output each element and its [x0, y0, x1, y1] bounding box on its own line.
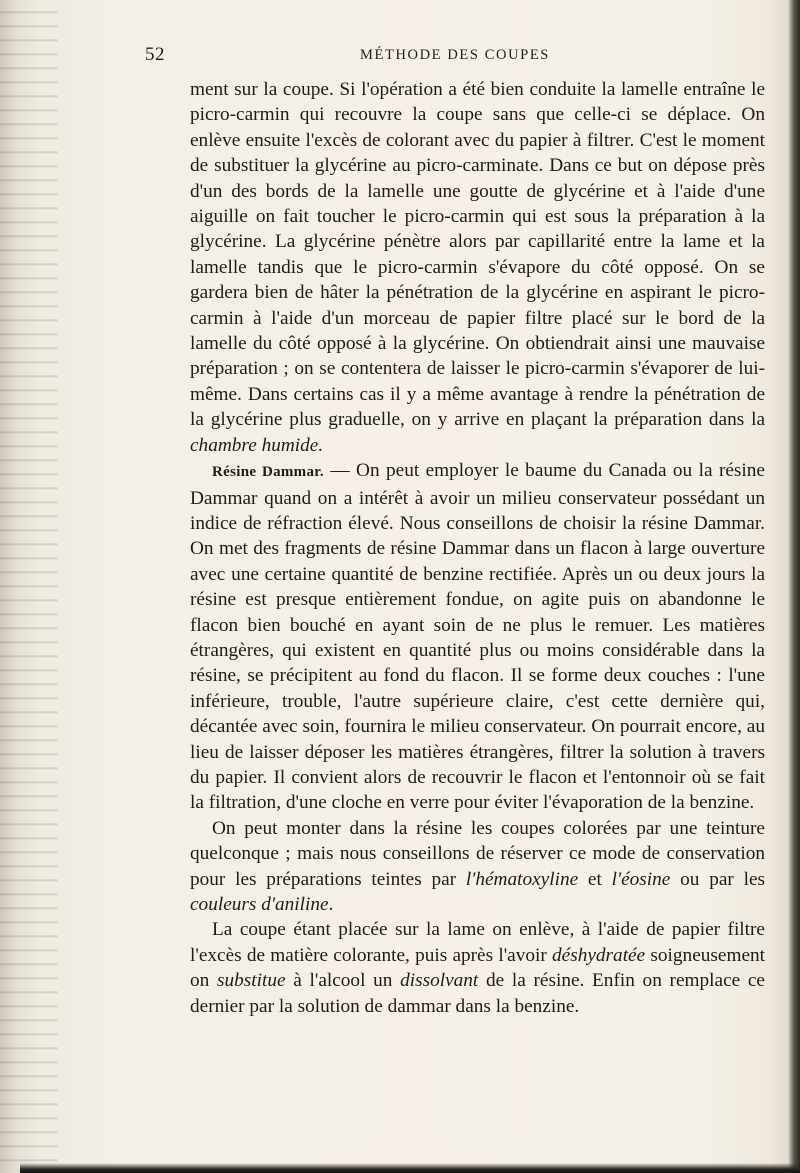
paragraph-4-text-c: à l'alcool un — [285, 970, 401, 992]
paragraph-3-text-a: On peut monter dans la résine les coupes colorées par une teinture quelconque ; mais nous conseillons de réserver ce mode de conservation pour les préparations teintes par — [190, 817, 765, 890]
paragraph-3 — [190, 816, 765, 918]
page-number: 52 — [145, 44, 165, 65]
paragraph-4 — [190, 917, 765, 1019]
paragraph-1-italic-term: chambre humide. — [190, 434, 324, 456]
section-heading-resine-dammar: Résine Dammar. — [212, 464, 324, 481]
page-header — [145, 44, 765, 72]
paragraph-4-italic-substitue: substitue — [216, 970, 286, 992]
paragraph-4-text-d: de la résine. Enfin on remplace ce dernier par la solution de dammar dans la benzine. — [190, 970, 765, 1017]
paragraph-3-text-c: ou par les — [670, 868, 766, 890]
paragraph-4-italic-deshydratee: déshydratée — [552, 944, 646, 966]
paragraph-1 — [190, 77, 765, 458]
page-bottom-edge — [20, 1163, 800, 1173]
paragraph-4-italic-dissolvant: dissolvant — [400, 970, 479, 992]
paragraph-2 — [190, 458, 765, 816]
paragraph-3-italic-hematoxyline: l'hématoxyline — [465, 868, 579, 890]
paragraph-4-text-b: soigneusement on — [190, 944, 766, 992]
paragraph-3-italic-eosine: l'éosine — [611, 868, 671, 890]
paragraph-4-text-a: La coupe étant placée sur la lame on enlève, à l'aide de papier filtre l'excès de matière colorante, puis après l'avoir — [190, 919, 765, 966]
page-right-edge — [788, 0, 800, 1173]
body-text — [190, 77, 765, 1019]
paragraph-1-text: ment sur la coupe. Si l'opération a été bien conduite la lamelle entraîne le picro-carmin qui recouvre la coupe sans que celle-ci se déplace. On enlève ensuite l'excès de colorant avec du papier à filtrer. C'est le moment de substituer la glycérine au picro-carminate. Dans ce but on dépose près d'un des bords de la lamelle une goutte de glycérine et à l'aide d'une aiguille on fait toucher le picro-carmin qui est sous la préparation à la glycérine. La glycérine pénètre alors par capillarité entre la lame et la lamelle tandis que le picro-carmin s'évapore du côté opposé. On se gardera bien de hâter la pénétration de la glycérine en aspirant le picro-carmin à l'aide d'un morceau de papier filtre placé sur le bord de la lamelle du côté opposé à la glycérine. On obtiendrait ainsi une mauvaise préparation ; on se contentera de laisser le picro-carmin s'évaporer de lui-même. Dans certains cas il y a même avantage à rendre la pénétration de la glycérine plus graduelle, on y arrive en plaçant la préparation dans la — [190, 79, 765, 431]
running-title: MÉTHODE DES COUPES — [360, 47, 550, 63]
paragraph-2-text: — On peut employer le baume du Canada ou la résine Dammar quand on a intérêt à avoir un milieu conservateur possédant un indice de réfraction élevé. Nous conseillons de choisir la résine Dammar. On met des fragments de résine Dammar dans un flacon à large ouverture avec une certaine quantité de benzine rectifiée. Après un ou deux jours la résine est presque entièrement fondue, on agite puis on abandonne le flacon bien bouché en ayant soin de ne plus le remuer. Les matières étrangères, qui existent en quantité plus ou moins considérable dans la résine, se précipitent au fond du flacon. Il se forme deux couches : l'une inférieure, trouble, l'autre supérieure claire, c'est cette dernière qui, décantée avec soin, fournira le milieu conservateur. On pourrait encore, au lieu de laisser déposer les matières étrangères, filtrer la solution à travers du papier. Il convient alors de recouvrir le flacon et l'entonnoir où se fait la filtration, d'une cloche en verre pour éviter l'évaporation de la benzine. — [190, 460, 765, 814]
page-binding-gutter — [0, 0, 58, 1173]
paragraph-3-italic-couleurs: couleurs d'aniline — [190, 894, 329, 915]
paragraph-3-text-b: et — [578, 868, 612, 890]
paragraph-3-text-d: . — [328, 894, 334, 915]
